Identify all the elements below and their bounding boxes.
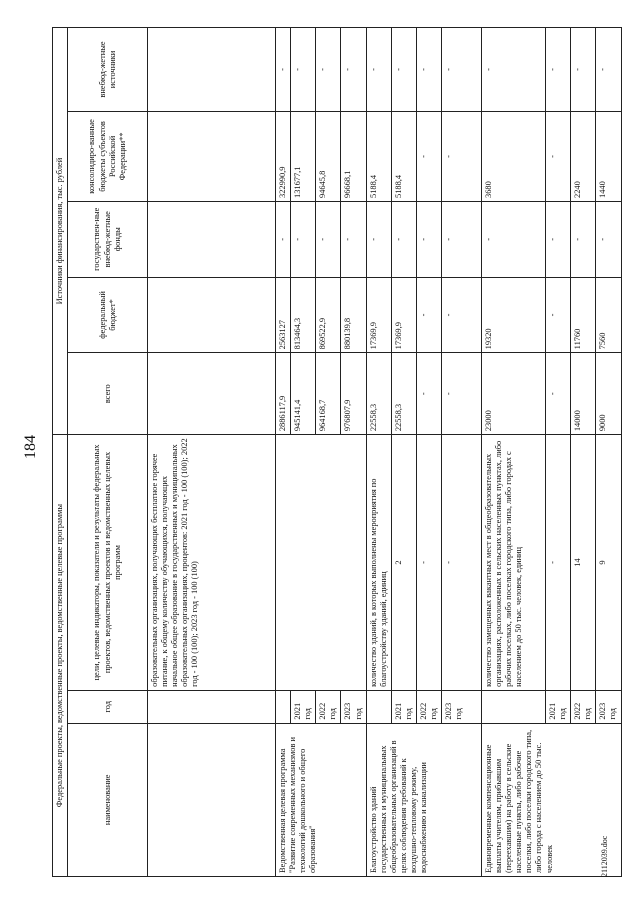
cell-funds: - (546, 201, 571, 277)
cell-federal: 17369,9 (366, 277, 391, 353)
cell-indicator-value: 9 (596, 435, 621, 691)
cell-indicator-value: - (416, 435, 441, 691)
cell-federal: - (442, 277, 482, 353)
cell-federal: 17369,9 (391, 277, 416, 353)
cell-federal: 19320 (482, 277, 546, 353)
cell-funds: - (391, 201, 416, 277)
table-title: Федеральные проекты, ведомственные проекты, ведомственные целевые программы (53, 435, 68, 877)
cell-year: 2021 год (291, 690, 316, 723)
cell-year: 2022 год (316, 690, 341, 723)
cell-extra: - (596, 28, 621, 112)
financing-table (52, 27, 622, 877)
cell-extra: - (546, 28, 571, 112)
cell-year: 2023 год (341, 690, 366, 723)
cell-total: 2886117,9 (276, 353, 291, 435)
cell-consolidated: 5188,4 (366, 111, 391, 201)
cell-extra: - (571, 28, 596, 112)
cell-federal: 880139,8 (341, 277, 366, 353)
cell-funds: - (341, 201, 366, 277)
cell-extra: - (316, 28, 341, 112)
col-federal-header: федеральный бюджет* (68, 277, 148, 353)
cell-total: 22558,3 (366, 353, 391, 435)
table-row (366, 28, 391, 877)
cell-federal: - (546, 277, 571, 353)
cell-year (366, 690, 391, 723)
cell-year: 2022 год (416, 690, 441, 723)
cell-total: 964168,7 (316, 353, 341, 435)
col-extra-header: внебюд-жетные источники (68, 28, 148, 112)
cell-consolidated: - (416, 111, 441, 201)
cell-extra: - (276, 28, 291, 112)
cell-funds: - (596, 201, 621, 277)
cell-empty (148, 201, 276, 277)
cell-extra: - (341, 28, 366, 112)
cell-total: 14000 (571, 353, 596, 435)
cell-consolidated: 322990,9 (276, 111, 291, 201)
cell-federal: - (416, 277, 441, 353)
cell-year: 2021 год (546, 690, 571, 723)
col-year-header: год (68, 690, 148, 723)
cell-year (482, 690, 546, 723)
cell-consolidated: 131677,1 (291, 111, 316, 201)
cell-consolidated: 5188,4 (391, 111, 416, 201)
cell-indicator (276, 435, 367, 691)
cell-extra: - (482, 28, 546, 112)
cell-extra: - (291, 28, 316, 112)
cell-total: - (416, 353, 441, 435)
cell-funds: - (442, 201, 482, 277)
col-name-header: наименование (68, 723, 148, 876)
cell-consolidated: 2240 (571, 111, 596, 201)
cell-extra: - (391, 28, 416, 112)
cell-federal: 2563127 (276, 277, 291, 353)
cell-consolidated: - (546, 111, 571, 201)
cell-empty (148, 277, 276, 353)
cell-funds: - (291, 201, 316, 277)
cell-extra: - (366, 28, 391, 112)
cell-funds: - (276, 201, 291, 277)
cell-year: 2023 год (442, 690, 482, 723)
cell-indicator: образовательных организациях, получающих бесплатное горячее питание, к общему количеству обучающихся, получающих начальное общее образование в государственных и муниципальных образовательных организациях, процентов: 2021 год - 100 (100); 2022 год - 100 (100); 2023 год - 100 (100) (148, 435, 276, 691)
cell-year (148, 690, 276, 723)
cell-name: Единовременные компенсационные выплаты учителям, прибывшим (переехавшим) на работу в сельские населенные пункты, либо рабочие поселки, либо поселки городского типа, либо города с населением до 50 тыс. человек (482, 723, 621, 876)
table-row (482, 28, 546, 877)
file-code: 2112039.doc (600, 835, 609, 877)
col-consolidated-header: консолидиро-ванные бюджеты субъектов Российской Федерации** (68, 111, 148, 201)
cell-extra: - (442, 28, 482, 112)
cell-total: - (546, 353, 571, 435)
cell-consolidated: 1440 (596, 111, 621, 201)
page-number: 184 (22, 435, 39, 459)
cell-funds: - (482, 201, 546, 277)
cell-consolidated: 96668,1 (341, 111, 366, 201)
cell-total: - (442, 353, 482, 435)
cell-name (148, 723, 276, 876)
cell-total: 9000 (596, 353, 621, 435)
table-row (148, 28, 276, 877)
cell-funds: - (571, 201, 596, 277)
cell-extra: - (416, 28, 441, 112)
col-total-header: всего (68, 353, 148, 435)
cell-federal: 11760 (571, 277, 596, 353)
cell-name: Благоустройство зданий государственных и муниципальных общеобразовательных организаций в целях соблюдения требований к воздушно-тепловому режиму, водоснабжению и канализации (366, 723, 481, 876)
cell-year: 2022 год (571, 690, 596, 723)
cell-total: 976807,9 (341, 353, 366, 435)
cell-year (276, 690, 291, 723)
cell-total: 23000 (482, 353, 546, 435)
cell-empty (148, 353, 276, 435)
financing-group-header: Источники финансирования, тыс. рублей (53, 28, 68, 435)
cell-indicator-value: 14 (571, 435, 596, 691)
cell-funds: - (416, 201, 441, 277)
cell-year: 2021 год (391, 690, 416, 723)
cell-empty (148, 28, 276, 112)
table-row (276, 28, 291, 877)
cell-empty (148, 111, 276, 201)
cell-consolidated: 94645,8 (316, 111, 341, 201)
col-funds-header: государствен-ные внебюд-жетные фонды (68, 201, 148, 277)
cell-indicator-value: - (442, 435, 482, 691)
cell-indicator: количество замещенных вакантных мест в общеобразовательных организациях, расположенных в сельских населенных пунктах, либо рабочих поселках, либо поселках городского типа, либо городах с населением до 50 тыс. человек, единиц (482, 435, 546, 691)
cell-federal: 7560 (596, 277, 621, 353)
cell-total: 945141,4 (291, 353, 316, 435)
cell-indicator-value: - (546, 435, 571, 691)
cell-indicator: количество зданий, в которых выполнены мероприятия по благоустройству зданий, единиц (366, 435, 391, 691)
cell-year: 2023 год (596, 690, 621, 723)
cell-indicator-value: 2 (391, 435, 416, 691)
cell-consolidated: - (442, 111, 482, 201)
cell-funds: - (316, 201, 341, 277)
cell-name: Ведомственная целевая программа "Развитие современных механизмов и технологий дошкольного и общего образования" (276, 723, 367, 876)
cell-federal: 869522,9 (316, 277, 341, 353)
cell-total: 22558,3 (391, 353, 416, 435)
cell-funds: - (366, 201, 391, 277)
col-goals-header: цели, целевые индикаторы, показатели и результаты федеральных проектов, ведомственных проектов и ведомственных целевых программ (68, 435, 148, 691)
cell-consolidated: 3680 (482, 111, 546, 201)
cell-federal: 813464,3 (291, 277, 316, 353)
